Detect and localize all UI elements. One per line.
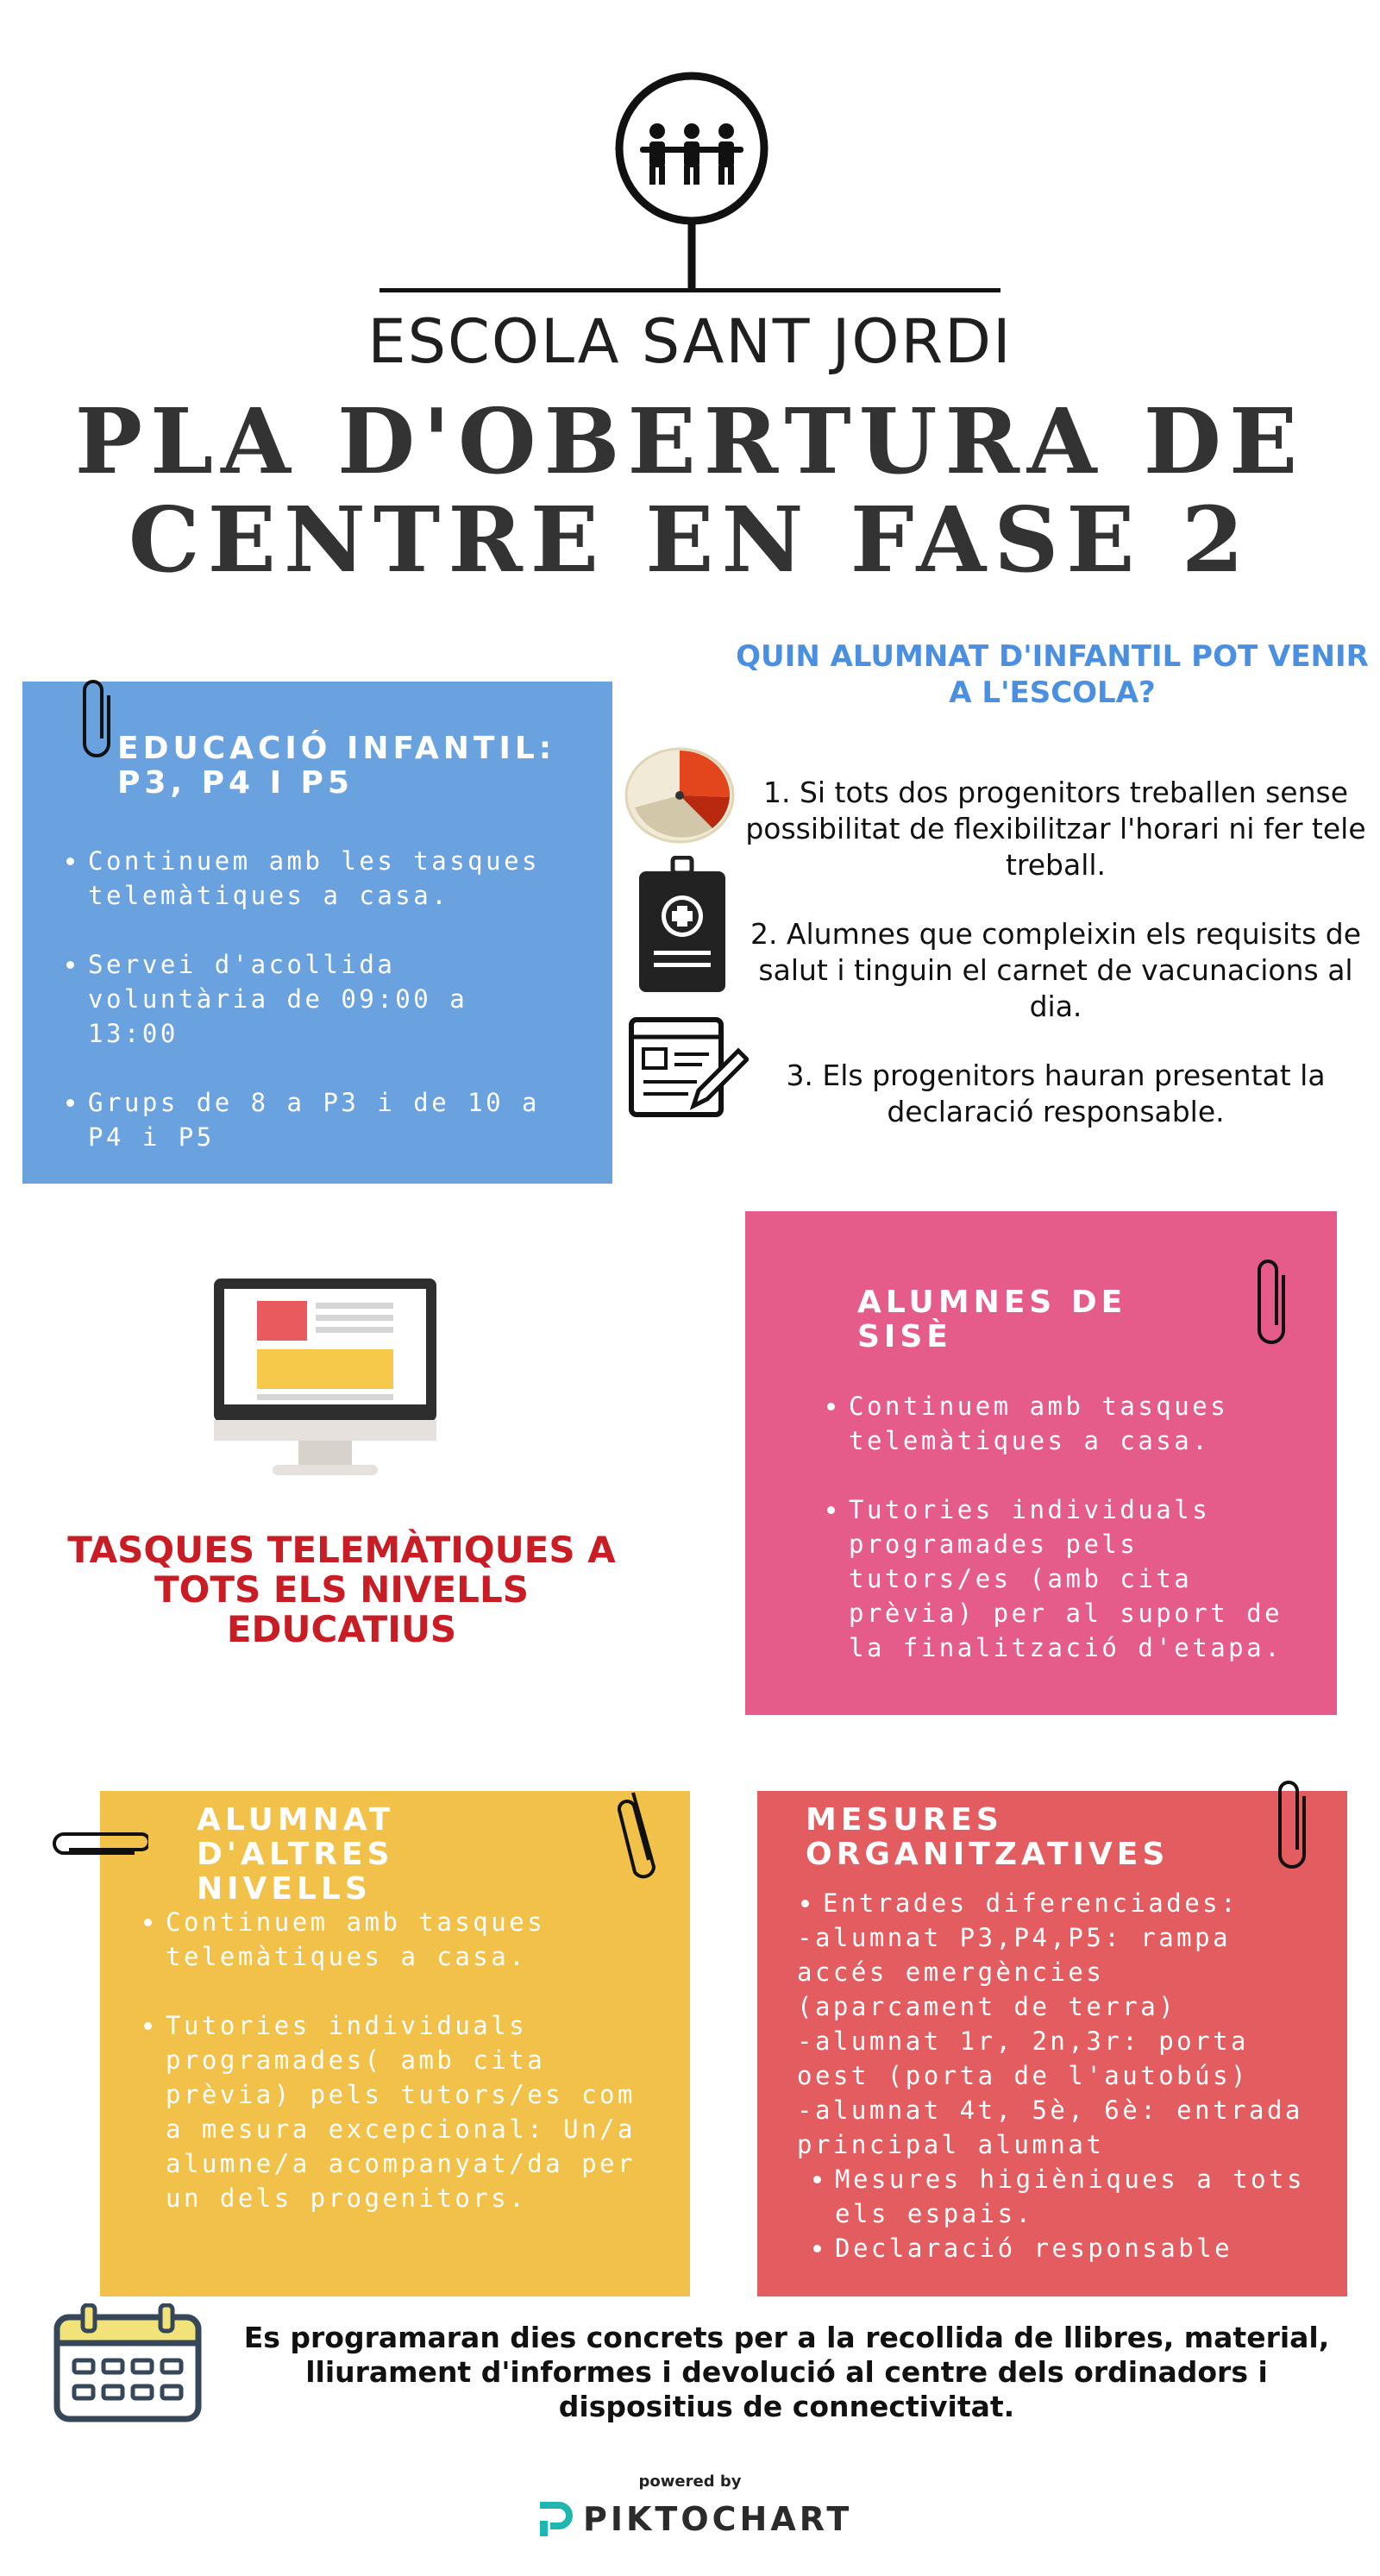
form-edit-icon	[628, 1016, 749, 1120]
list-item: • Servei d'acollida voluntària de 09:00 a 13:00	[88, 947, 574, 1051]
list-item: • Tutories individuals programades( amb cita prèvia) pels tutors/es com a mesura excepcional: Un/a alumne/a acompanyat/da per un dels progenitors.	[166, 2008, 652, 2215]
medical-badge-icon	[635, 856, 730, 994]
altres-title: ALUMNAT D'ALTRES NIVELLS	[197, 1802, 395, 1907]
list-item: • Continuem amb tasques telemàtiques a casa.	[849, 1389, 1301, 1458]
page-title-line2: CENTRE EN FASE 2	[128, 487, 1252, 593]
step-item: 1. Si tots dos progenitors treballen sense possibilitat de flexibilitzar l'horari ni fer tele treball.	[745, 776, 1366, 882]
paperclip-icon	[616, 1784, 668, 1879]
piktochart-brand	[535, 2498, 854, 2541]
list-item: • Mesures higièniques a tots els espais.	[835, 2162, 1314, 2231]
infantil-steps	[735, 775, 1377, 1130]
paperclip-icon	[1254, 1258, 1294, 1348]
mesures-list	[797, 1886, 1314, 2265]
list-item: • Entrades diferenciades:	[823, 1886, 1314, 1920]
school-name: ESCOLA SANT JORDI	[367, 306, 1013, 377]
mesures-line: -alumnat 1r, 2n,3r: porta oest (porta de l'autobús)	[797, 2026, 1249, 2090]
list-item: • Declaració responsable	[835, 2231, 1314, 2265]
sise-title: ALUMNES DE SISÈ	[857, 1285, 1127, 1354]
mesures-title: MESURES ORGANITZATIVES	[806, 1802, 1170, 1872]
clock-icon	[623, 744, 737, 844]
header-divider	[380, 288, 1000, 292]
people-group-icon	[614, 69, 769, 293]
step-item: 2. Alumnes que compleixin els requisits de salut i tinguin el carnet de vacunacions al dia.	[750, 917, 1362, 1023]
altres-card	[100, 1791, 690, 2296]
list-item: • Grups de 8 a P3 i de 10 a P4 i P5	[88, 1085, 574, 1154]
calendar-icon	[53, 2303, 202, 2424]
piktochart-logo-icon	[535, 2500, 574, 2540]
footer-note: Es programaran dies concrets per a la recollida de llibres, material, lliurament d'informes i devolució al centre dels ordinadors i dispositius de connectivitat.	[243, 2321, 1330, 2423]
page-title	[0, 388, 1380, 593]
paperclip-icon	[79, 678, 119, 761]
page-title-line1: PLA D'OBERTURA DE	[74, 388, 1306, 494]
paperclip-icon	[52, 1824, 148, 1863]
mesures-line: -alumnat P3,P4,P5: rampa accés emergències (aparcament de terra)	[797, 1923, 1232, 2021]
sise-card	[745, 1211, 1337, 1715]
paperclip-icon	[1275, 1779, 1314, 1874]
infantil-list	[22, 844, 574, 1189]
telematic-heading: TASQUES TELEMÀTIQUES A TOTS ELS NIVELLS EDUCATIUS	[67, 1529, 616, 1650]
infantil-title	[117, 732, 555, 801]
sise-list	[783, 1389, 1301, 1700]
infantil-title-line1: EDUCACIÓ INFANTIL:	[117, 731, 556, 766]
step-item: 3. Els progenitors hauran presentat la declaració responsable.	[786, 1059, 1326, 1128]
list-item: • Continuem amb les tasques telemàtiques a casa.	[88, 844, 574, 913]
mesures-line: -alumnat 4t, 5è, 6è: entrada principal alumnat	[797, 2095, 1303, 2159]
piktochart-wordmark: PIKTOCHART	[583, 2500, 853, 2538]
powered-by: powered by	[638, 2472, 742, 2491]
infantil-card	[22, 682, 612, 1184]
list-item: • Tutories individuals programades pels tutors/es (amb cita prèvia) per al suport de la finalització d'etapa.	[849, 1492, 1301, 1665]
infantil-title-line2: P3, P4 I P5	[117, 765, 354, 801]
list-item: • Continuem amb tasques telemàtiques a casa.	[166, 1905, 652, 1974]
infantil-question-title: QUIN ALUMNAT D'INFANTIL POT VENIR A L'ESCOLA?	[736, 639, 1369, 710]
mesures-card	[757, 1791, 1347, 2296]
altres-list	[100, 1905, 652, 2250]
monitor-icon	[212, 1277, 438, 1480]
